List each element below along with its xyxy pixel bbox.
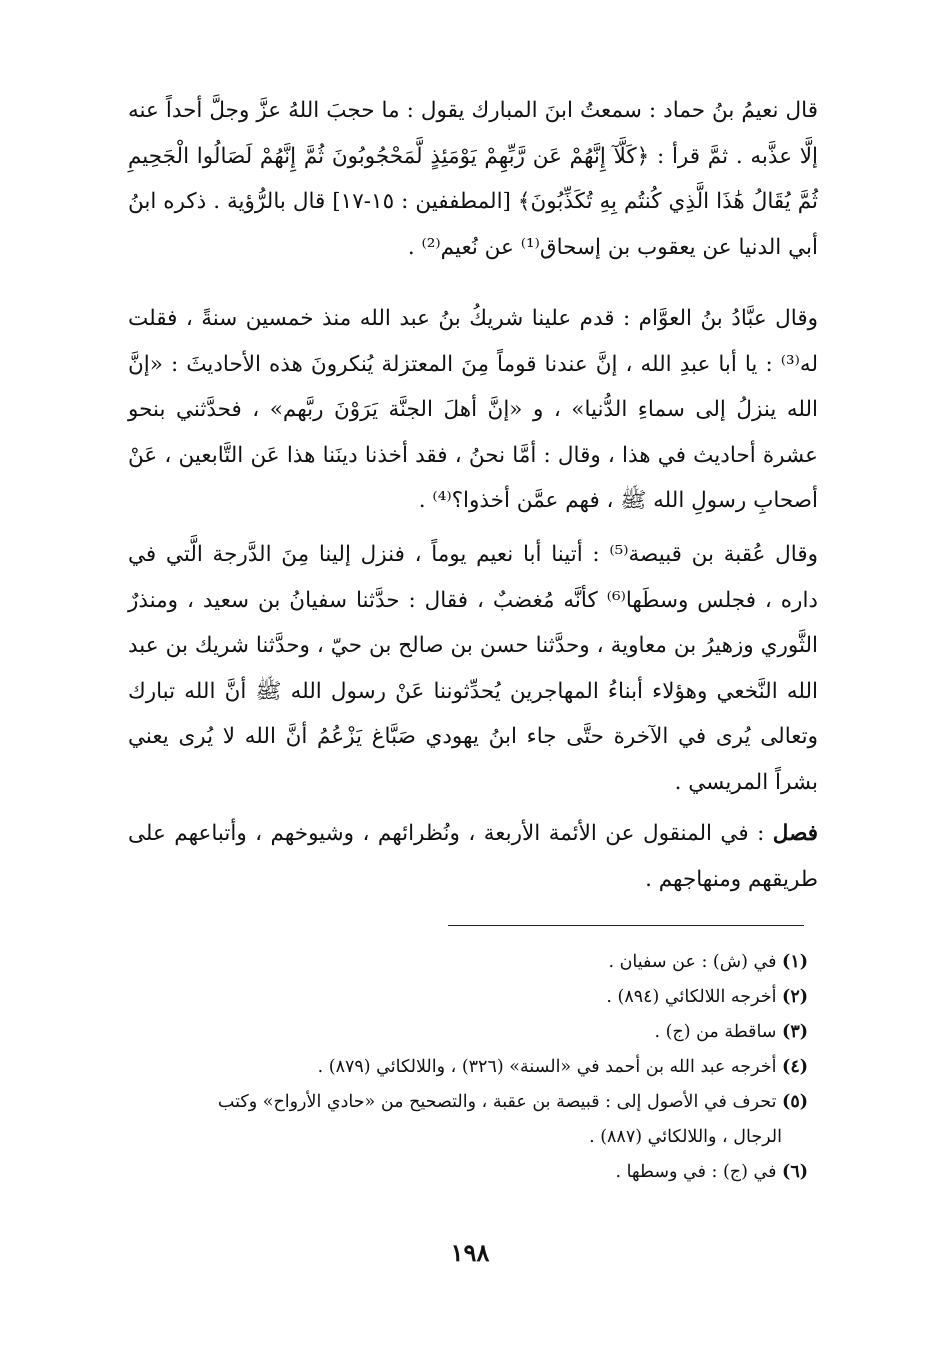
footnote-4 bbox=[128, 1050, 808, 1085]
footnote-text: تحرف في الأصول إلى : قبيصة بن عقبة ، والتصحيح من «حادي الأرواح» وكتب bbox=[217, 1092, 777, 1112]
footnote-text: في (ج) : في وسطها . bbox=[615, 1162, 777, 1182]
section-heading bbox=[128, 811, 818, 902]
section-text: : في المنقول عن الأئمة الأربعة ، ونُظرائهم ، وشيوخهم ، وأتباعهم على طريقهم ومنهاجهم . bbox=[128, 821, 818, 892]
footnote-number: (٣) bbox=[782, 1022, 808, 1042]
page-number: ١٩٨ bbox=[450, 1238, 490, 1267]
footnote-3 bbox=[128, 1015, 808, 1050]
footnote-text: ساقطة من (ج) . bbox=[654, 1022, 777, 1042]
footnote-number: (٥) bbox=[782, 1092, 808, 1112]
paragraph-1: قال نعيمُ بنُ حماد : سمعتُ ابنَ المبارك يقول : ما حجبَ اللهُ عزَّ وجلَّ أحداً عنه إلَّا عذَّبه . ثمَّ قرأ : ﴿كَلَّآ إِنَّهُمْ عَن رَّبِّهِمْ يَوْمَئِذٍ لَّمَحْجُوبُونَ ثُمَّ إِنَّهُمْ لَصَالُوا الْجَحِيمِ ثُمَّ يُقَالُ هَٰذَا الَّذِي كُنتُم بِهِ تُكَذِّبُونَ﴾ [المطففين : ١٥-١٧] قال بالرُّؤية . ذكره ابنُ أبي الدنيا عن يعقوب بن إسحاق⁽¹⁾ عن نُعيم⁽²⁾ . bbox=[128, 98, 818, 260]
footnote-number: (٦) bbox=[782, 1162, 808, 1182]
footnote-number: (٤) bbox=[782, 1057, 808, 1077]
footnote-1 bbox=[128, 945, 808, 980]
footnote-5 bbox=[128, 1085, 808, 1120]
section-label: فصل bbox=[772, 821, 818, 846]
paragraph-2: وقال عبَّادُ بنُ العوَّام : قدم علينا شريكُ بنُ عبد الله منذ خمسين سنةً ، فقلت له⁽³⁾ : يا أبا عبدِ الله ، إنَّ عندنا قوماً مِنَ المعتزلة يُنكرونَ هذه الأحاديثَ : «إنَّ الله ينزلُ إلى سماءِ الدُّنيا» ، و «إنَّ أهلَ الجنَّة يَرَوْنَ ربَّهم» ، فحدَّثني بنحو عشرة أحاديث في هذا ، وقال : أمَّا نحنُ ، فقد أخذنا دينَنا هذا عَن التَّابعين ، عَنْ أصحابِ رسولِ الله ﷺ ، فهم عمَّن أخذوا؟⁽⁴⁾ . bbox=[128, 306, 818, 513]
footnote-text: في (ش) : عن سفيان . bbox=[608, 952, 777, 972]
footnote-6 bbox=[128, 1155, 808, 1190]
footnote-divider bbox=[448, 925, 804, 926]
footnote-5-continuation: الرجال ، واللالكائي (٨٨٧) . bbox=[589, 1127, 782, 1147]
footnote-number: (١) bbox=[782, 952, 808, 972]
footnote-2 bbox=[128, 980, 808, 1015]
paragraph-3: وقال عُقبة بن قبيصة⁽⁵⁾ : أتينا أبا نعيم يوماً ، فنزل إلينا مِنَ الدَّرجة الَّتي في داره ، فجلس وسطَها⁽⁶⁾ كأنَّه مُغضبٌ ، فقال : حدَّثنا سفيانُ بن سعيد ، ومنذرٌ الثَّوري وزهيرُ بن معاوية ، وحدَّثنا حسن بن صالح بن حيّ ، وحدَّثنا شريك بن عبد الله النَّخعي وهؤلاء أبناءُ المهاجرين يُحدِّثوننا عَنْ رسول الله ﷺ أنَّ الله تبارك وتعالى يُرى في الآخرة حتَّى جاء ابنُ يهودي صَبَّاغ يَزْعُمُ أنَّ الله لا يُرى يعني بشراً المريسي . bbox=[128, 542, 818, 795]
footnote-text: أخرجه اللالكائي (٨٩٤) . bbox=[606, 987, 777, 1007]
footnote-number: (٢) bbox=[782, 987, 808, 1007]
footnote-text: أخرجه عبد الله بن أحمد في «السنة» (٣٢٦) ، واللالكائي (٨٧٩) . bbox=[317, 1057, 777, 1077]
footnotes bbox=[128, 945, 808, 1190]
